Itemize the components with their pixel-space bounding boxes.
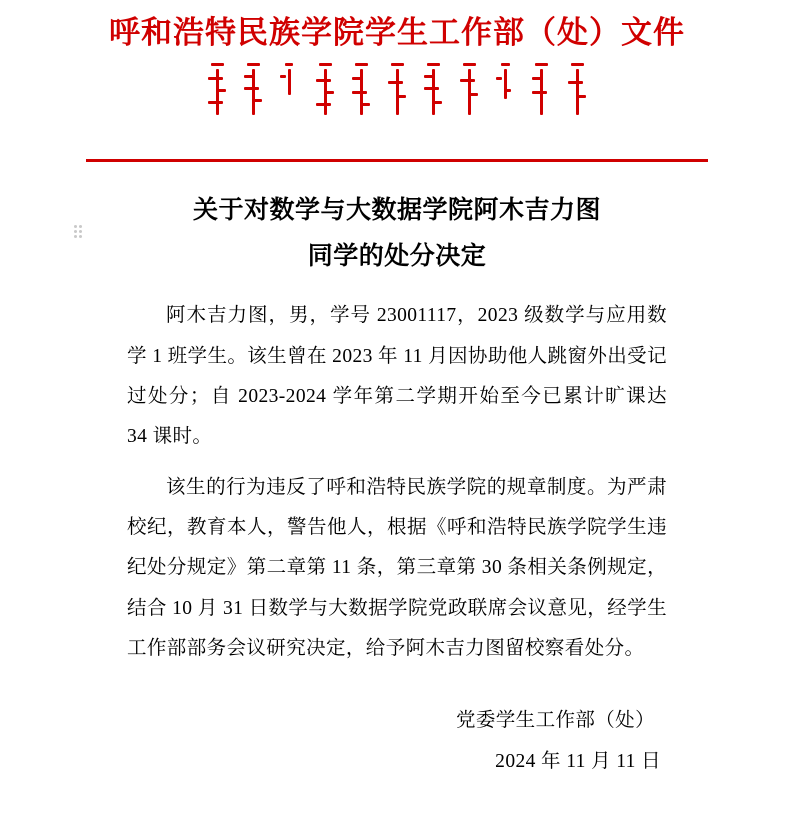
mongolian-word — [242, 63, 264, 117]
mongolian-word — [278, 63, 300, 99]
signoff-date: 2024 年 11 月 11 日 — [495, 751, 661, 773]
mongolian-word — [422, 63, 444, 117]
mongolian-word — [494, 63, 516, 103]
paragraph-1: 阿木吉力图，男，学号 23001117，2023 级数学与应用数学 1 班学生。该生曾在 2023 年 11 月因协助他人跳窗外出受记过处分；自 2023-2024 学年第二学期开始至今已累计旷课达 34 课时。 — [127, 305, 667, 448]
subject-line-1: 关于对数学与大数据学院阿木吉力图 — [192, 196, 601, 224]
mongolian-word — [314, 63, 336, 117]
mongolian-word — [206, 63, 228, 117]
mongolian-word — [350, 63, 372, 117]
subject-line-2: 同学的处分决定 — [307, 243, 487, 270]
document-title-chinese: 呼和浩特民族学院学生工作部（处）文件 — [109, 15, 685, 50]
document-header — [0, 0, 794, 162]
document-signoff — [127, 701, 667, 783]
mongolian-script-header — [0, 63, 794, 125]
mongolian-word — [386, 63, 408, 117]
paragraph-2: 该生的行为违反了呼和浩特民族学院的规章制度。为严肃校纪，教育本人，警告他人，根据《呼和浩特民族学院学生违纪处分规定》第二章第 11 条，第三章第 30 条相关条例规定，结合 10 月 31 日数学与大数据学院党政联席会议意见，经学生工作部部务会议研究决定，给予阿木吉力图留校察看处分。 — [127, 476, 667, 660]
mongolian-word — [566, 63, 588, 117]
mongolian-word — [530, 63, 552, 117]
document-body — [127, 162, 667, 784]
signoff-department: 党委学生工作部（处） — [455, 710, 655, 732]
mongolian-word — [458, 63, 480, 117]
document-subject — [127, 188, 667, 281]
drag-handle-icon[interactable] — [74, 225, 86, 241]
